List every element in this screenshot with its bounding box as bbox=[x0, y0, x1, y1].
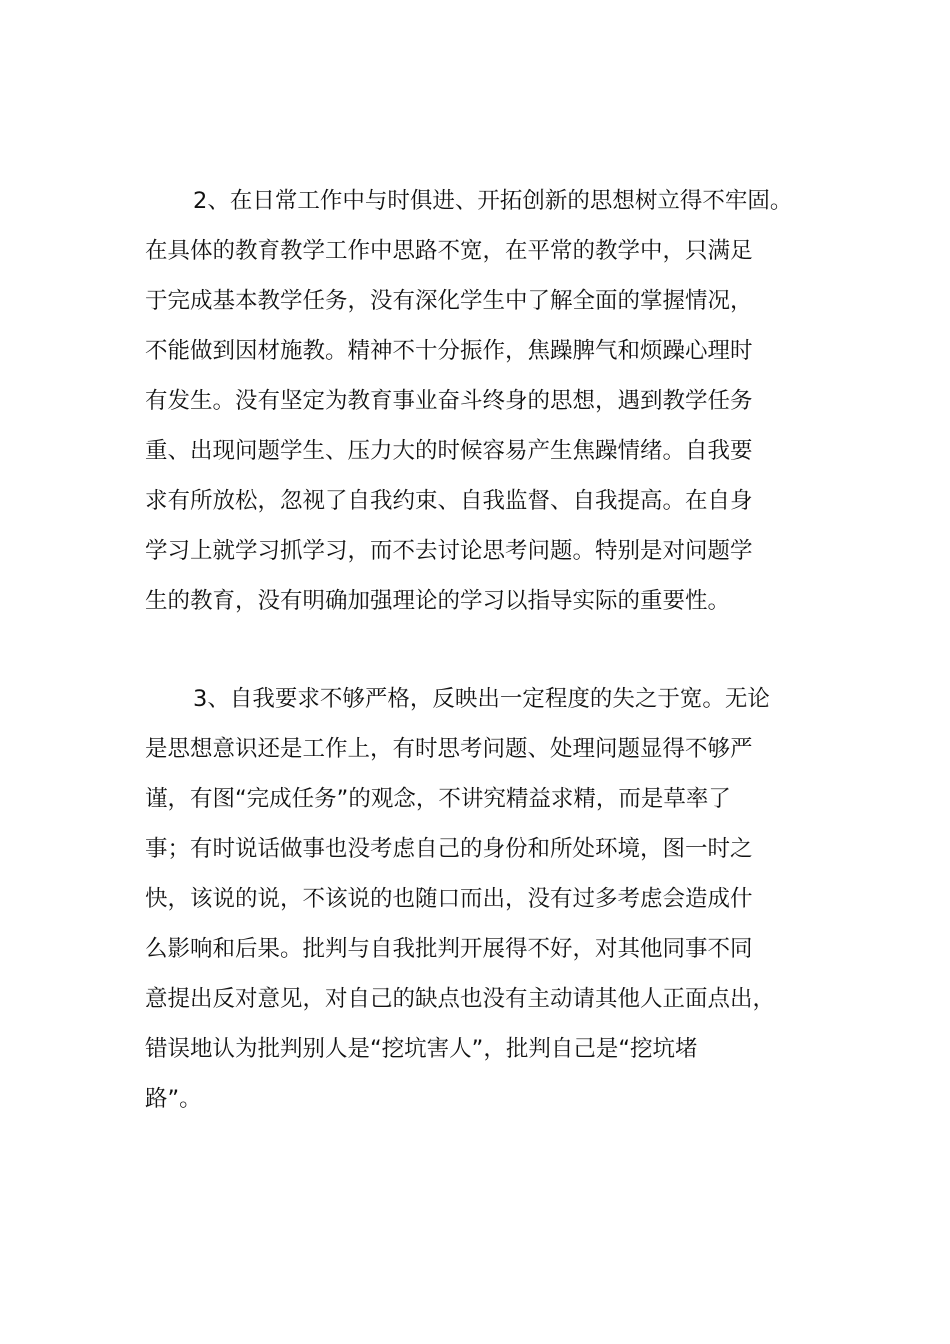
paragraph-line: 谨，有图“完成任务”的观念，不讲究精益求精，而是草率了 bbox=[145, 786, 731, 812]
paragraph-line: 不能做到因材施教。精神不十分振作，焦躁脾气和烦躁心理时 bbox=[145, 338, 753, 364]
paragraph-line: 于完成基本教学任务，没有深化学生中了解全面的掌握情况， bbox=[145, 288, 753, 314]
paragraph-line: 2、在日常工作中与时俱进、开拓创新的思想树立得不牢固。 bbox=[193, 188, 793, 214]
paragraph-line: 求有所放松，忽视了自我约束、自我监督、自我提高。在自身 bbox=[145, 488, 753, 514]
paragraph-line: 有发生。没有坚定为教育事业奋斗终身的思想，遇到教学任务 bbox=[145, 388, 753, 414]
paragraph-line: 是思想意识还是工作上，有时思考问题、处理问题显得不够严 bbox=[145, 736, 753, 762]
paragraph-line: 生的教育，没有明确加强理论的学习以指导实际的重要性。 bbox=[145, 588, 731, 614]
paragraph-line: 事；有时说话做事也没考虑自己的身份和所处环境，图一时之 bbox=[145, 836, 753, 862]
paragraph-line: 快，该说的说，不该说的也随口而出，没有过多考虑会造成什 bbox=[145, 886, 753, 912]
paragraph-line: 重、出现问题学生、压力大的时候容易产生焦躁情绪。自我要 bbox=[145, 438, 753, 464]
paragraph-line: 路”。 bbox=[145, 1086, 202, 1112]
paragraph-line: 意提出反对意见，对自己的缺点也没有主动请其他人正面点出， bbox=[145, 986, 776, 1012]
paragraph-line: 么影响和后果。批判与自我批判开展得不好，对其他同事不同 bbox=[145, 936, 753, 962]
paragraph-line: 错误地认为批判别人是“挖坑害人”，批判自己是“挖坑堵 bbox=[145, 1036, 698, 1062]
paragraph-line: 3、自我要求不够严格，反映出一定程度的失之于宽。无论 bbox=[193, 686, 770, 712]
paragraph-line: 在具体的教育教学工作中思路不宽，在平常的教学中，只满足 bbox=[145, 238, 753, 264]
paragraph-line: 学习上就学习抓学习，而不去讨论思考问题。特别是对问题学 bbox=[145, 538, 753, 564]
